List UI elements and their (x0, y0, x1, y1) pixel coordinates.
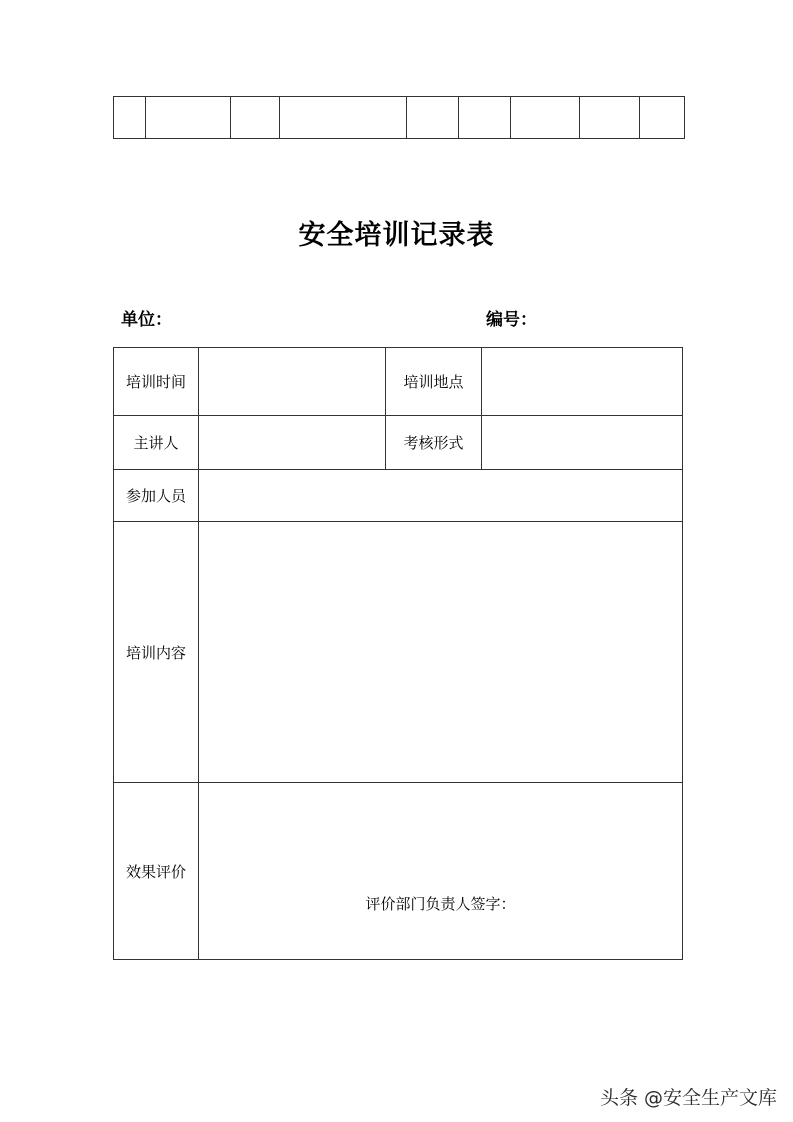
top-table-cell[interactable] (114, 97, 146, 139)
signature-label: 评价部门负责人签字： (365, 895, 516, 913)
unit-label: 单位： (121, 310, 172, 330)
training-content-label: 培训内容 (114, 522, 199, 783)
effect-evaluation-field[interactable] (199, 783, 683, 960)
lecturer-label: 主讲人 (114, 416, 199, 470)
assessment-form-field[interactable] (482, 416, 683, 470)
effect-evaluation-label: 效果评价 (114, 783, 199, 960)
participants-label: 参加人员 (114, 470, 199, 522)
assessment-form-label: 考核形式 (386, 416, 482, 470)
top-table-cell[interactable] (580, 97, 640, 139)
page-title: 安全培训记录表 (298, 220, 495, 251)
top-table-cell[interactable] (231, 97, 280, 139)
lecturer-field[interactable] (199, 416, 386, 470)
top-blank-table (113, 96, 685, 139)
top-table-cell[interactable] (146, 97, 231, 139)
top-table-cell[interactable] (280, 97, 407, 139)
number-label: 编号： (486, 310, 537, 330)
watermark: 头条 @安全生产文库 (599, 1087, 777, 1109)
training-record-table (113, 347, 683, 960)
training-time-field[interactable] (199, 348, 386, 416)
participants-field[interactable] (199, 470, 683, 522)
top-table-cell[interactable] (640, 97, 685, 139)
top-table-cell[interactable] (459, 97, 511, 139)
training-location-field[interactable] (482, 348, 683, 416)
training-content-field[interactable] (199, 522, 683, 783)
training-location-label: 培训地点 (386, 348, 482, 416)
top-table-cell[interactable] (407, 97, 459, 139)
training-time-label: 培训时间 (114, 348, 199, 416)
top-table-cell[interactable] (511, 97, 580, 139)
